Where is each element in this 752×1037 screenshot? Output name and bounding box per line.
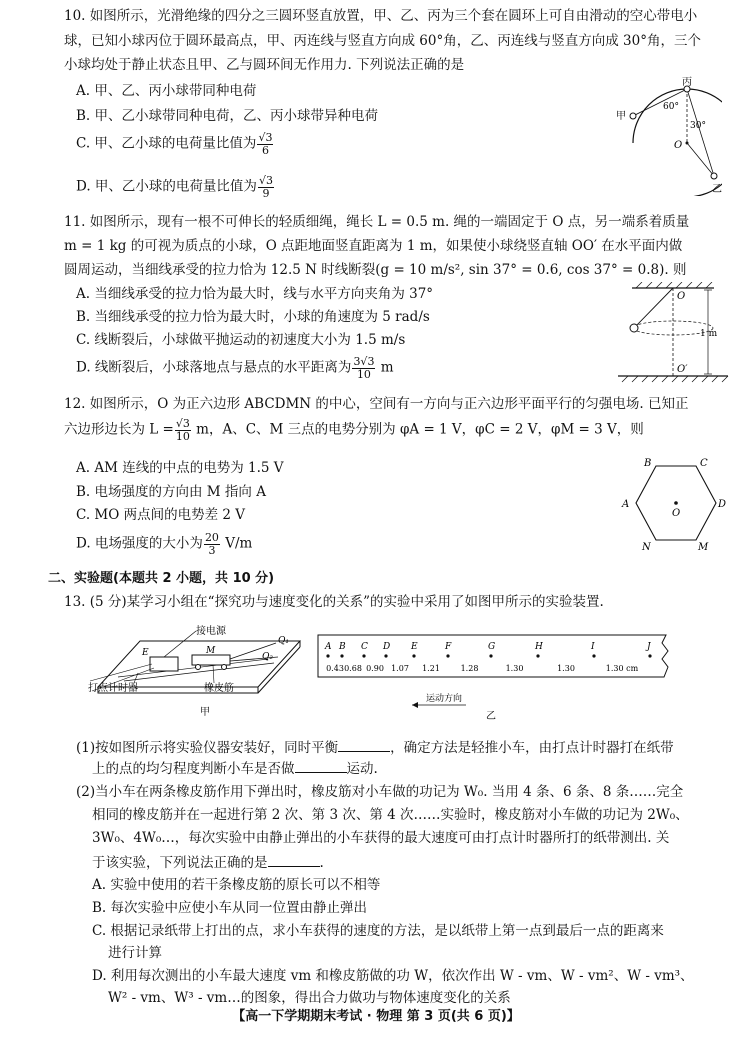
q11-option-c: C. 线断裂后，小球做平抛运动的初速度大小为 1.5 m/s	[76, 332, 406, 348]
q13-tape-figure	[316, 633, 672, 721]
q10-stem-line2: 球，已知小球丙位于圆环最高点，甲、丙连线与竖直方向成 60°角，乙、丙连线与竖直方向成 30°角，三个	[64, 33, 701, 49]
tape-distance: 1.28	[460, 664, 479, 673]
answer-blank-1[interactable]	[338, 740, 390, 752]
tape-dot	[648, 654, 651, 657]
tape-dot	[362, 654, 365, 657]
cart	[192, 655, 230, 665]
label-m: M	[206, 646, 216, 656]
tape-distance: 1.21	[422, 664, 440, 673]
tape-distance: 0.43	[326, 664, 344, 673]
tape-dot	[326, 654, 329, 657]
tape-letter: F	[445, 642, 452, 652]
q10-stem-line3: 小球均处于静止状态且甲、乙与圆环间无作用力. 下列说法正确的是	[64, 57, 465, 73]
q12-option-a: A. AM 连线的中点的电势为 1.5 V	[76, 460, 284, 476]
answer-blank-2[interactable]	[295, 761, 347, 773]
tape-distance: 1.30	[505, 664, 524, 673]
caption-jia: 甲	[200, 707, 210, 718]
label-timer: 打点计时器	[88, 683, 138, 694]
q13-option-d-line1: D. 利用每次测出的小车最大速度 vm 和橡皮筋做的功 W，依次作出 W - vm、W - vm²、W - vm³、	[92, 968, 694, 984]
label-q2: Q₂	[262, 652, 273, 662]
q10-option-b: B. 甲、乙小球带同种电荷，乙、丙小球带异种电荷	[76, 108, 379, 124]
q13-part1-line1: (1)按如图所示将实验仪器安装好，同时平衡 ，确定方法是轻推小车，由打点计时器打在纸带	[76, 740, 674, 756]
tape-distance: 1.30 cm	[605, 664, 639, 673]
q12-option-b: B. 电场强度的方向由 M 指向 A	[76, 484, 266, 500]
q12-stem-line2: 六边形边长为 L = $\frac{√3}{10}$ m，A、C、M 三点的电势分别为 φA = 1 V，φC = 2 V，φM = 3 V，则	[64, 417, 644, 443]
tape-dot	[489, 654, 492, 657]
q11-option-a: A. 当细线承受的拉力恰为最大时，线与水平方向夹角为 37°	[76, 286, 434, 302]
label-o-prime: O′	[677, 364, 688, 375]
q12-hexagon-figure	[618, 456, 728, 552]
label-60: 60°	[663, 102, 679, 112]
q13-part1-line2: 上的点的均匀程度判断小车是否做 运动.	[92, 761, 378, 777]
label-a: A	[622, 499, 630, 510]
label-30: 30°	[690, 121, 706, 131]
tape-letter: D	[383, 642, 391, 652]
section-heading: 二、实验题(本题共 2 小题，共 10 分)	[48, 571, 275, 586]
q13-option-d-line2: W² - vm、W³ - vm…的图象，得出合力做功与物体速度变化的关系	[108, 990, 511, 1006]
tape-distance: 1.30	[557, 664, 575, 673]
tape-dot	[536, 654, 539, 657]
label-jia: 甲	[616, 111, 626, 122]
q13-part2-line1: (2)当小车在两条橡皮筋作用下弹出时，橡皮筋对小车做的功记为 W₀. 当用 4 条、6 条、8 条……完全	[76, 784, 684, 800]
label-bing: 丙	[682, 77, 692, 88]
q12-option-c: C. MO 两点间的电势差 2 V	[76, 507, 246, 523]
q10-ring-figure	[612, 76, 722, 196]
tape-letter: E	[411, 642, 418, 652]
tape-distance: 0.90	[366, 664, 384, 673]
label-q1: Q₁	[278, 636, 289, 646]
q13-option-b: B. 每次实验中应使小车从同一位置由静止弹出	[92, 900, 368, 916]
tape-letter: B	[339, 642, 346, 652]
label-band: 橡皮筋	[204, 683, 234, 694]
tape-letter: G	[488, 642, 496, 652]
ball-yi	[711, 173, 717, 179]
label-d: D	[718, 499, 727, 510]
q11-option-b: B. 当细线承受的拉力恰为最大时，小球的角速度为 5 rad/s	[76, 309, 430, 325]
tape-dot	[340, 654, 343, 657]
label-yi: 乙	[712, 184, 722, 195]
tape-dot	[412, 654, 415, 657]
q11-option-d: D. 线断裂后，小球落地点与悬点的水平距离为 $\frac{3√3}{10}$ m	[76, 355, 394, 381]
label-m: M	[698, 542, 709, 552]
page-footer: 【高一下学期期末考试 · 物理 第 3 页(共 6 页)】	[232, 1009, 520, 1024]
label-power: 接电源	[196, 626, 226, 637]
label-n: N	[642, 542, 651, 552]
q11-stem-line1: 11. 如图所示，现有一根不可伸长的轻质细绳，绳长 L = 0.5 m. 绳的一端固定于 O 点，另一端系着质量	[64, 214, 690, 230]
tape-letter: J	[647, 642, 651, 652]
q13-apparatus-figure	[88, 619, 308, 719]
answer-blank-3[interactable]	[268, 855, 320, 867]
q11-stem-line2: m = 1 kg 的可视为质点的小球，O 点距地面竖直距离为 1 m，如果使小球绕竖直轴 OO′ 在水平面内做	[64, 238, 683, 254]
caption-yi: 乙	[486, 711, 496, 721]
label-e: E	[142, 648, 149, 658]
pendulum-ball	[630, 324, 638, 332]
q12-option-d: D. 电场强度的大小为 $\frac{20}{3}$ V/m	[76, 531, 253, 557]
label-height: 1 m	[700, 329, 718, 339]
label-o: O	[677, 291, 686, 302]
tape-distance: 0.68	[344, 664, 362, 673]
q10-option-d: D. 甲、乙小球的电荷量比值为 $\frac{√3}{9}$	[76, 174, 273, 200]
q10-option-c: C. 甲、乙小球的电荷量比值为 $\frac{√3}{6}$	[76, 131, 273, 157]
q10-option-a: A. 甲、乙、丙小球带同种电荷	[76, 83, 257, 99]
q13-part2-line3: 3W₀、4W₀…，每次实验中由静止弹出的小车获得的最大速度可由打点计时器所打的纸带测出. 关	[92, 830, 670, 846]
q13-part2-line4: 于该实验，下列说法正确的是 .	[92, 855, 324, 871]
label-o: O	[672, 508, 681, 519]
q12-stem-line1: 12. 如图所示，O 为正六边形 ABCDMN 的中心，空间有一方向与正六边形平面平行的匀强电场. 已知正	[64, 396, 689, 412]
tape-distance: 1.07	[391, 664, 409, 673]
tape-dot	[592, 654, 595, 657]
tape-letter: C	[361, 642, 368, 652]
q13-option-a: A. 实验中使用的若干条橡皮筋的原长可以不相等	[92, 877, 381, 893]
direction-label: 运动方向	[426, 694, 463, 704]
q13-option-c-line2: 进行计算	[108, 945, 162, 961]
tape-dot	[384, 654, 387, 657]
tape-letter: H	[535, 642, 543, 652]
timer-box	[150, 657, 178, 671]
label-c: C	[700, 458, 708, 469]
q10-stem-line1: 10. 如图所示，光滑绝缘的四分之三圆环竖直放置，甲、乙、丙为三个套在圆环上可自由滑动的空心带电小	[64, 8, 698, 24]
ball-jia	[630, 113, 636, 119]
tape-dot	[446, 654, 449, 657]
label-o: O	[674, 140, 683, 151]
label-b: B	[644, 458, 652, 469]
q11-pendulum-figure	[618, 282, 738, 388]
tape-letter: A	[325, 642, 332, 652]
q11-stem-line3: 圆周运动，当细线承受的拉力恰为 12.5 N 时线断裂(g = 10 m/s², sin 37° = 0.6, cos 37° = 0.8). 则	[64, 262, 687, 278]
q13-stem: 13. (5 分)某学习小组在“探究功与速度变化的关系”的实验中采用了如图甲所示的实验装置.	[64, 594, 604, 610]
q13-option-c-line1: C. 根据记录纸带上打出的点，求小车获得的速度的方法，是以纸带上第一点到最后一点的距离来	[92, 923, 664, 939]
tape-letter: I	[591, 642, 595, 652]
q13-part2-line2: 相同的橡皮筋并在一起进行第 2 次、第 3 次、第 4 次……实验时，橡皮筋对小车做的功记为 2W₀、	[92, 807, 689, 823]
